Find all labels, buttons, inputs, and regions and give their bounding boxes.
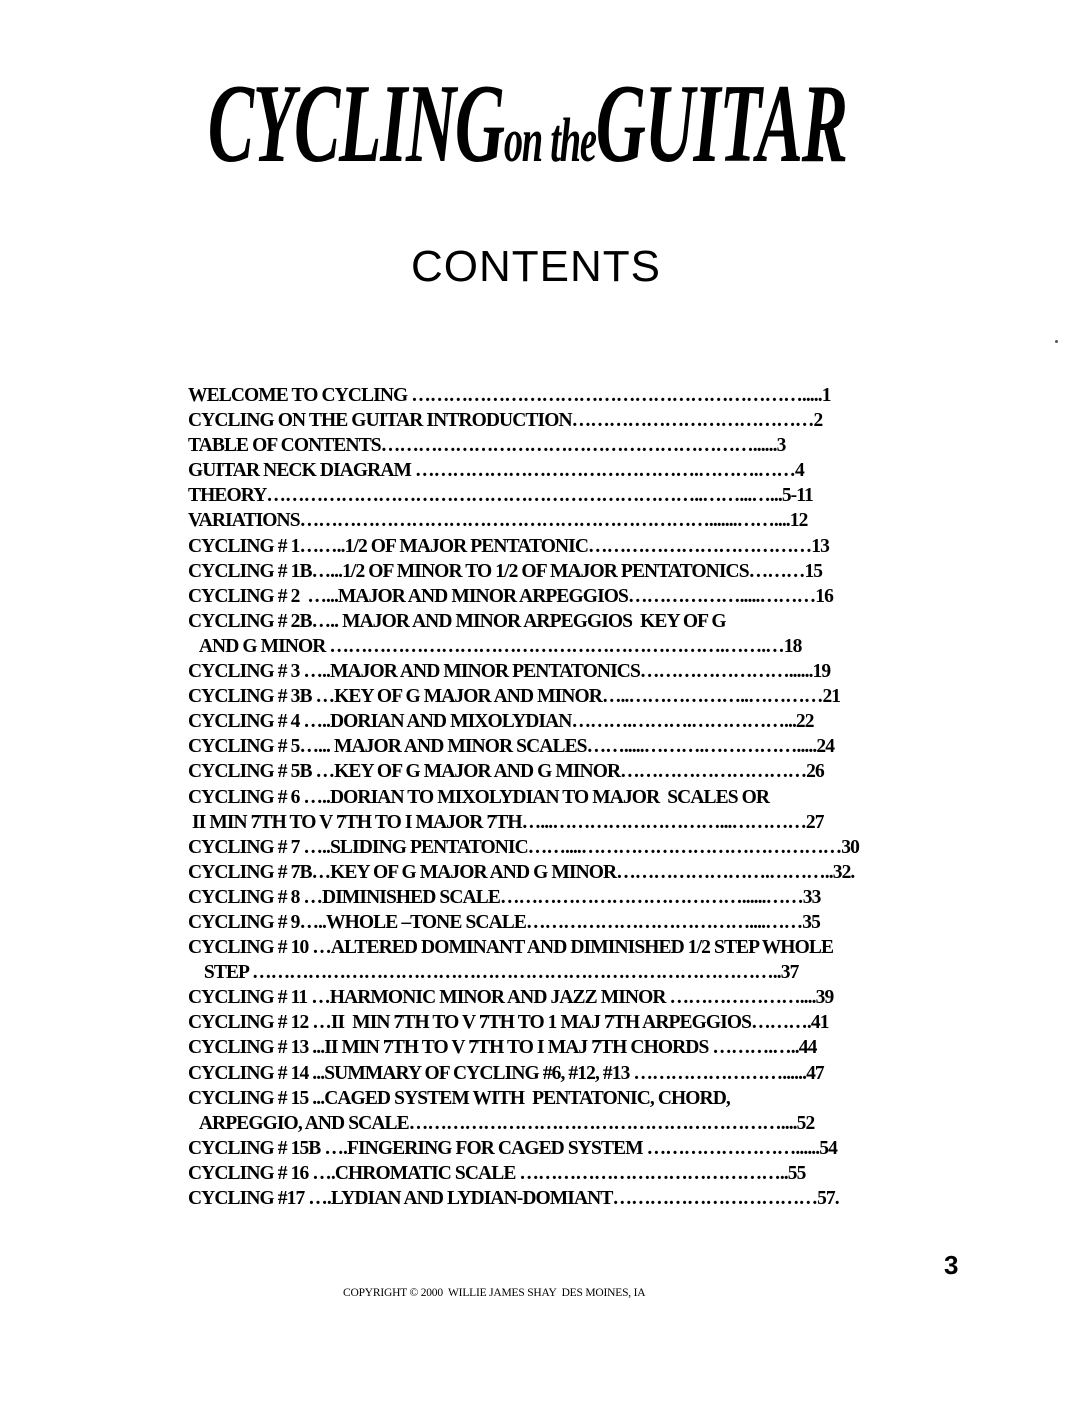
toc-entry: CYCLING # 2 …...MAJOR AND MINOR ARPEGGIOS……………….....………16 [188, 585, 833, 607]
toc-entry: CYCLING #17 ….LYDIAN AND LYDIAN-DOMIANT……………………………57. [188, 1188, 839, 1209]
toc-entry: CYCLING # 5B …KEY OF G MAJOR AND G MINOR…………………………26 [188, 761, 824, 783]
toc-entry: GUITAR NECK DIAGRAM ……………………………………….……….……4 [188, 460, 804, 482]
copyright-notice: COPYRIGHT © 2000 WILLIE JAMES SHAY DES MOINES, IA [343, 1287, 646, 1299]
toc-entry: CYCLING # 7 …..SLIDING PENTATONIC……....……………………………………30 [188, 836, 859, 858]
page-number: 3 [944, 1250, 959, 1280]
toc-entry: CYCLING # 3 …..MAJOR AND MINOR PENTATONICS……………………......19 [188, 661, 831, 683]
toc-entry-continuation: ARPEGGIO, AND SCALE……………………………………………………....52 [188, 1112, 815, 1134]
toc-entry: CYCLING # 4 …..DORIAN AND MIXOLYDIAN……….……….……………...22 [188, 711, 814, 733]
toc-entry: CYCLING # 9…..WHOLE –TONE SCALE………………………………....……35 [188, 911, 820, 933]
toc-entry: THEORY……………………………………………………………..……...…...5-11 [188, 485, 813, 507]
table-of-contents [188, 383, 948, 1211]
toc-entry: CYCLING # 5…... MAJOR AND MINOR SCALES…….....……….…………….....24 [188, 736, 835, 758]
toc-entry: CYCLING # 3B …KEY OF G MAJOR AND MINOR…..………………..…………21 [188, 686, 841, 708]
toc-entry-continuation: STEP …………………………………………………………………………..37 [188, 962, 799, 984]
toc-entry: CYCLING # 15B ….FINGERING FOR CAGED SYSTEM ……………………......54 [188, 1137, 837, 1159]
toc-entry: CYCLING ON THE GUITAR INTRODUCTION…………………………………2 [188, 410, 823, 432]
toc-entry: CYCLING # 13 ...II MIN 7TH TO V 7TH TO I MAJ 7TH CHORDS ……….…..44 [188, 1037, 817, 1059]
toc-entry: VARIATIONS………………………………………………………….......……....12 [188, 510, 808, 532]
contents-heading: CONTENTS [411, 242, 661, 291]
stray-dot [1055, 340, 1058, 343]
toc-entry: CYCLING # 7B…KEY OF G MAJOR AND G MINOR…………………….………..32. [188, 861, 855, 883]
toc-entry-continuation: AND G MINOR ……………………………………………………….…….…18 [188, 635, 802, 657]
title-part-cycling: CYCLING [207, 62, 504, 186]
toc-entry: CYCLING # 2B….. MAJOR AND MINOR ARPEGGIOS KEY OF G [188, 610, 726, 632]
toc-entry: CYCLING # 8 …DIMINISHED SCALE…………………………………......……33 [188, 886, 821, 908]
toc-entry: CYCLING # 6 …..DORIAN TO MIXOLYDIAN TO MAJOR SCALES OR [188, 786, 770, 808]
toc-entry: CYCLING # 14 ...SUMMARY OF CYCLING #6, #12, #13 ……………………......47 [188, 1062, 824, 1084]
book-title [195, 60, 860, 189]
toc-entry: CYCLING # 15 ...CAGED SYSTEM WITH PENTATONIC, CHORD, [188, 1087, 730, 1109]
toc-entry: CYCLING # 11 …HARMONIC MINOR AND JAZZ MINOR …………………....39 [188, 987, 834, 1009]
toc-entry: CYCLING # 1B…...1/2 OF MINOR TO 1/2 OF MAJOR PENTATONICS………15 [188, 560, 823, 582]
toc-entry: CYCLING # 10 …ALTERED DOMINANT AND DIMINISHED 1/2 STEP WHOLE [188, 937, 834, 959]
toc-entry: WELCOME TO CYCLING ……………………………………………………….....1 [188, 385, 831, 406]
title-part-on-the: on the [503, 107, 596, 175]
toc-entry: CYCLING # 16 ….CHROMATIC SCALE ……………………………………..55 [188, 1162, 806, 1184]
toc-entry: CYCLING # 1……..1/2 OF MAJOR PENTATONIC………………………………13 [188, 535, 829, 557]
title-part-guitar: GUITAR [595, 62, 847, 186]
toc-entry-continuation: II MIN 7TH TO V 7TH TO I MAJOR 7TH…...………………………...…………27 [188, 811, 824, 833]
toc-entry: TABLE OF CONTENTS……………………………………………………......3 [188, 435, 786, 457]
toc-entry: CYCLING # 12 …II MIN 7TH TO V 7TH TO 1 MAJ 7TH ARPEGGIOS……….41 [188, 1012, 829, 1034]
